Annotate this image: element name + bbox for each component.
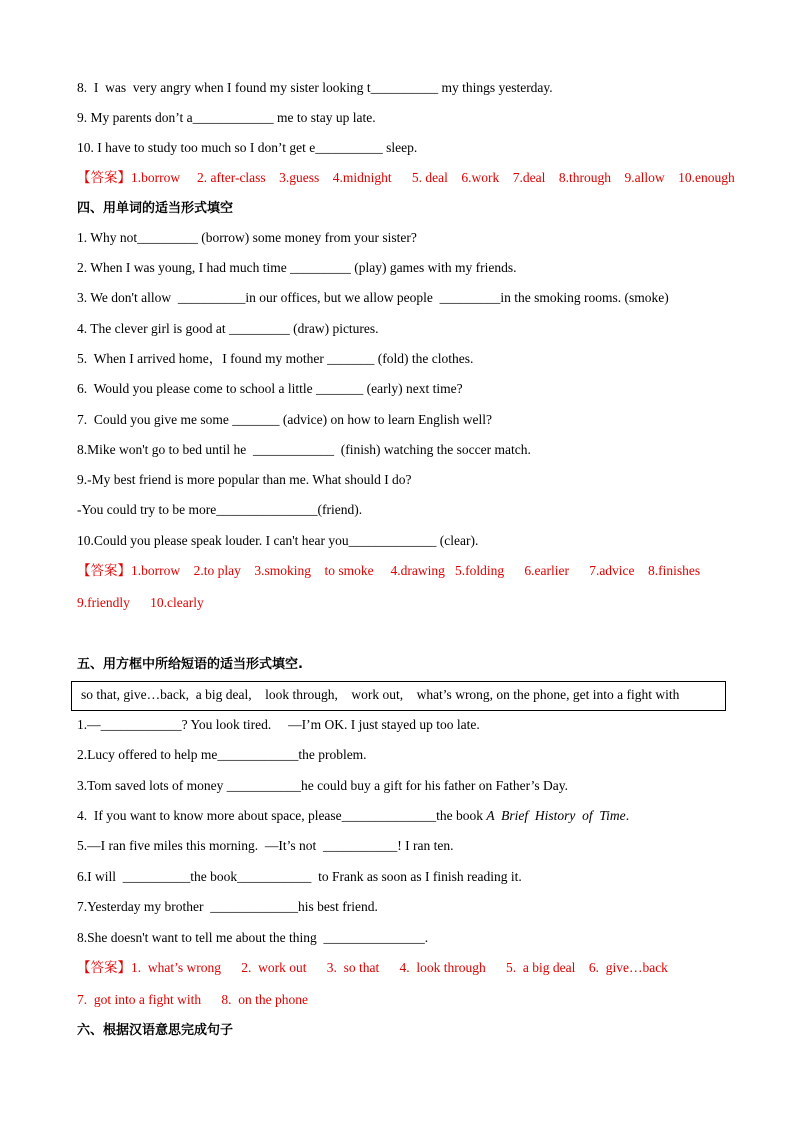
s5-line-8: 8.She doesn't want to tell me about the thing _______________. [77, 930, 429, 945]
s4-line-1: 1. Why not_________ (borrow) some money from your sister? [77, 230, 417, 245]
section-4-heading: 四、用单词的适当形式填空 [77, 201, 234, 216]
s5-q4-pre: 4. If you want to know more about space, please______________the book [77, 808, 487, 823]
s4-line-2: 2. When I was young, I had much time _________ (play) games with my friends. [77, 260, 517, 275]
phrase-box [71, 681, 726, 711]
s4-line-3: 3. We don't allow __________in our offices, but we allow people _________in the smoking rooms. (smoke) [77, 290, 669, 305]
s5-line-4 [77, 807, 629, 825]
section-6-heading: 六、根据汉语意思完成句子 [77, 1023, 234, 1038]
s5-answer-1: 【答案】1. what’s wrong 2. work out 3. so that 4. look through 5. a big deal 6. give…back [77, 960, 668, 975]
s4-line-4: 4. The clever girl is good at _________ (draw) pictures. [77, 321, 379, 336]
s4-answer-1: 【答案】1.borrow 2.to play 3.smoking to smoke 4.drawing 5.folding 6.earlier 7.advice 8.finishes [77, 563, 701, 578]
s4-line-7: 7. Could you give me some _______ (advice) on how to learn English well? [77, 412, 493, 427]
s4-line-5: 5. When I arrived home，I found my mother _______ (fold) the clothes. [77, 351, 474, 366]
section-5-heading: 五、用方框中所给短语的适当形式填空. [77, 657, 303, 672]
s3-answer: 【答案】1.borrow 2. after-class 3.guess 4.midnight 5. deal 6.work 7.deal 8.through 9.allow 10.enough [77, 170, 735, 185]
s5-line-1: 1.—____________? You look tired. —I’m OK. I just stayed up too late. [77, 717, 480, 732]
s5-line-3: 3.Tom saved lots of money ___________he could buy a gift for his father on Father’s Day. [77, 778, 568, 793]
s4-answer-2: 9.friendly 10.clearly [77, 595, 204, 610]
s5-line-6: 6.I will __________the book___________ to Frank as soon as I finish reading it. [77, 869, 522, 884]
s5-line-2: 2.Lucy offered to help me____________the problem. [77, 747, 367, 762]
s3-q10: 10. I have to study too much so I don’t get e__________ sleep. [77, 140, 418, 155]
s4-line-10: -You could try to be more_______________(friend). [77, 502, 363, 517]
s3-q9: 9. My parents don’t a____________ me to stay up late. [77, 110, 376, 125]
s5-answer-2: 7. got into a fight with 8. on the phone [77, 992, 308, 1007]
s3-q8: 8. I was very angry when I found my sister looking t__________ my things yesterday. [77, 80, 553, 95]
s4-line-8: 8.Mike won't go to bed until he ____________ (finish) watching the soccer match. [77, 442, 531, 457]
s5-line-5: 5.—I ran five miles this morning. —It’s not ___________! I ran ten. [77, 838, 454, 853]
s5-q4-post: . [625, 808, 630, 823]
s5-line-7: 7.Yesterday my brother _____________his best friend. [77, 899, 378, 914]
s4-line-6: 6. Would you please come to school a little _______ (early) next time? [77, 381, 463, 396]
book-title: A Brief History of Time [486, 808, 626, 823]
s4-line-11: 10.Could you please speak louder. I can't hear you_____________ (clear). [77, 533, 479, 548]
s4-line-9: 9.-My best friend is more popular than me. What should I do? [77, 472, 412, 487]
phrase-box-text: so that, give…back, a big deal, look through, work out, what’s wrong, on the phone, get into a fight with [81, 687, 680, 702]
